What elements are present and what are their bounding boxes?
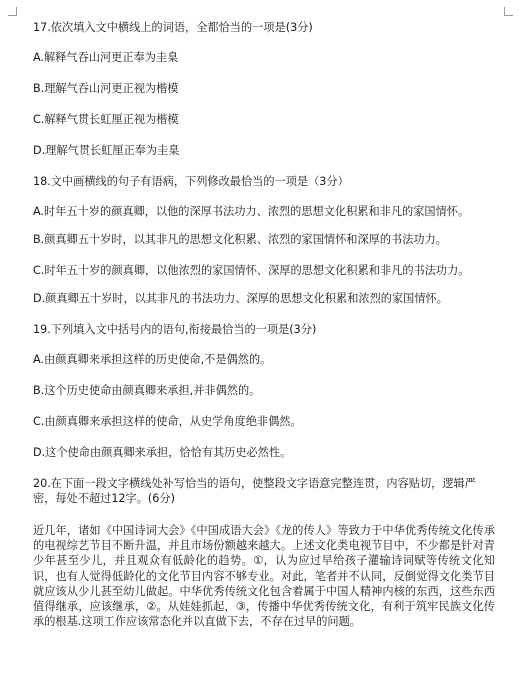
question-19-option-b: B.这个历史使命由颜真卿来承担,并非偶然的。 [33, 384, 261, 397]
question-18-option-b: B.颜真卿五十岁时，以其非凡的思想文化积累、浓烈的家国情怀和深厚的书法功力。 [33, 233, 447, 246]
question-17-option-a: A.解释气吞山河更正奉为圭臬 [33, 51, 179, 64]
question-19-stem: 19.下列填入文中括号内的语句,衔接最恰当的一项是(3分) [33, 323, 317, 336]
question-17-option-b: B.理解气吞山河更正视为楷模 [33, 82, 179, 95]
page-corner-mark-left [8, 7, 17, 16]
question-18-stem: 18.文中画横线的句子有语病，下列修改最恰当的一项是（3分） [33, 175, 349, 188]
question-17-option-c: C.解释气贯长虹厘正视为楷模 [33, 113, 179, 126]
question-17-option-d: D.理解气贯长虹厘正奉为圭臬 [33, 144, 180, 157]
question-18-option-d: D.颜真卿五十岁时，以其非凡的书法功力、深厚的思想文化积累和浓烈的家国情怀。 [33, 292, 448, 305]
question-19-option-a: A.由颜真卿来承担这样的历史使命,不是偶然的。 [33, 353, 272, 366]
question-19-option-c: C.由颜真卿来承担这样的使命，从史学角度绝非偶然。 [33, 415, 302, 428]
page-corner-mark-right [504, 7, 513, 16]
question-19-option-d: D.这个使命由颜真卿来承担，恰恰有其历史必然性。 [33, 446, 292, 459]
question-18-option-a: A.时年五十岁的颜真卿，以他的深厚书法功力、浓烈的思想文化积累和非凡的家国情怀。 [33, 205, 470, 218]
document-page [33, 20, 495, 629]
question-18-option-c: C.时年五十岁的颜真卿，以他浓烈的家国情怀、深厚的思想文化积累和非凡的书法功力。 [33, 264, 470, 277]
passage-paragraph: 近几年，诸如《中国诗词大会》《中国成语大会》《龙的传人》等致力于中华优秀传统文化传承的电视综艺节目不断升温，并且市场份额越来越大。上述文化类电视节目中，不少都是针对青少年甚至少儿，并且观众有低龄化的趋势。①，认为应过早给孩子灌输诗词赋等传统文化知识，也有人觉得低龄化的文化节目内容不够专业。对此，笔者并不认同，反倒觉得文化类节目就应该从少儿甚至幼儿做起。中华优秀传统文化包含着属于中国人精神内核的东西，这些东西值得继承，应该继承，②。从娃娃抓起，③，传播中华优秀传统文化，有利于筑牢民族文化传承的根基.这项工作应该常态化并以直做下去，不存在过早的问题。 [33, 524, 495, 629]
question-20-stem: 20.在下面一段文字横线处补写恰当的语句，使整段文字语意完整连贯，内容贴切，逻辑严密，每处不超过12字。(6分) [33, 477, 476, 505]
question-17-stem: 17.依次填入文中横线上的词语，全都恰当的一项是(3分) [33, 21, 313, 34]
